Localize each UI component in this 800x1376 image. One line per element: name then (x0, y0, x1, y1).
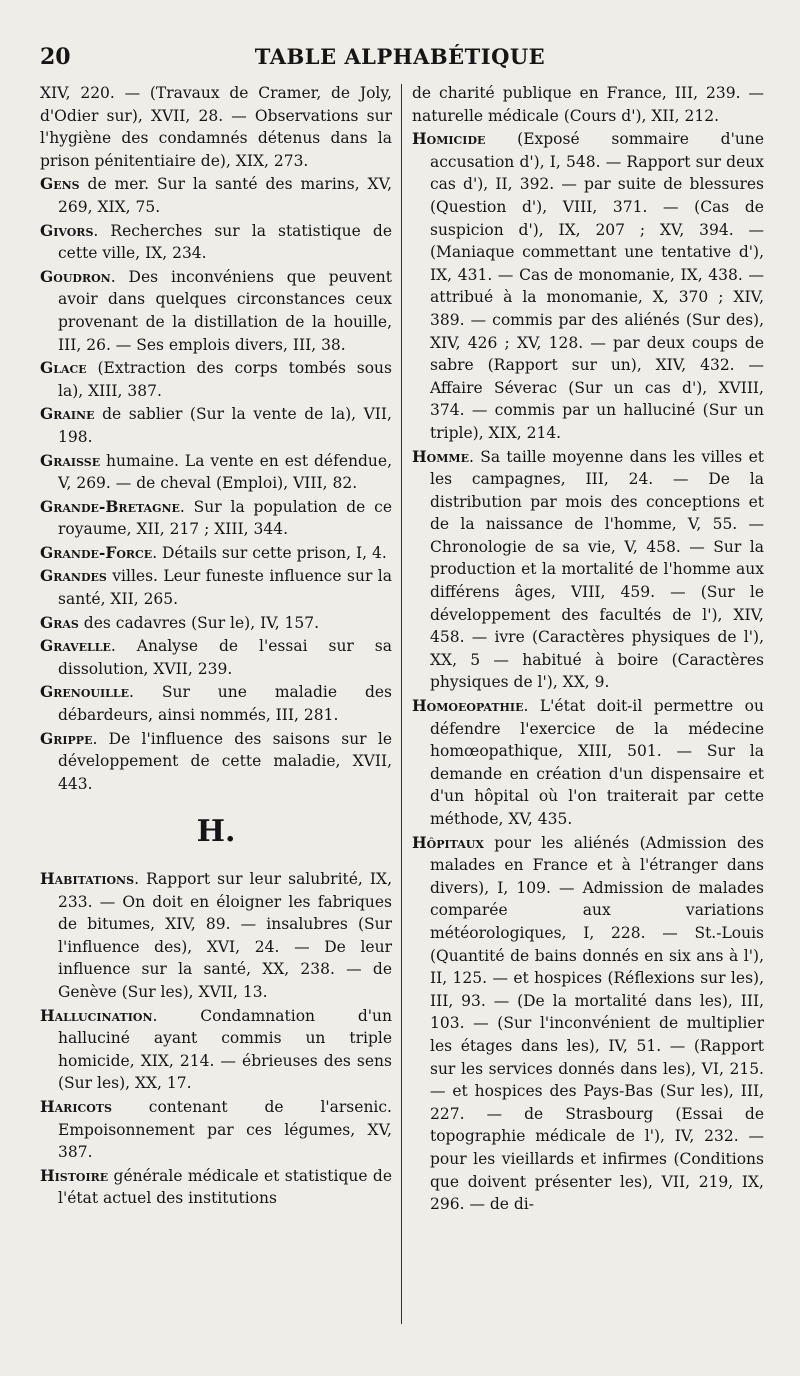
page-number: 20 (40, 44, 71, 70)
index-entry (40, 1165, 392, 1210)
index-entry (40, 565, 392, 610)
entry-headword: Homoeopathie (412, 696, 524, 716)
index-entry (40, 220, 392, 265)
entry-headword: Goudron (40, 266, 111, 286)
index-entry (40, 542, 392, 565)
index-entry (412, 446, 764, 695)
entry-text: (Exposé sommaire d'une accusation d'), I, 548. — Rapport sur deux cas d'), II, 392. — par suite de blessures (Question d'), VIII, 371. — (Cas de suspicion d'), IX, 207 ; XV, 394. — (Maniaque commettant une tentative d'), IX, 431. — Cas de monomanie, IX, 438. — attribué à la monomanie, X, 370 ; XIV, 389. — commis par des aliénés (Sur des), XIV, 426 ; XV, 128. — par deux coups de sabre (Rapport sur un), XIV, 432. — Affaire Séverac (Sur un cas d'), XVIII, 374. — commis par un halluciné (Sur un triple), XIX, 214. (430, 130, 764, 442)
index-entry (40, 868, 392, 1004)
entry-text: de mer. Sur la santé des marins, XV, 269, XIX, 75. (58, 175, 392, 216)
entry-text: humaine. La vente en est défendue, V, 269. — de cheval (Emploi), VIII, 82. (58, 451, 392, 493)
index-entry (40, 82, 392, 172)
index-entry (412, 128, 764, 444)
entry-text: . Rapport sur leur salubrité, IX, 233. — On doit en éloigner les fabriques de bitumes, XIV, 89. — insalubres (Sur l'influence des), XVI, 24. — De leur influence sur la santé, XX, 238. — de Genève (Sur les), XVII, 13. (58, 870, 392, 1001)
index-entry (40, 496, 392, 541)
entry-text: XIV, 220. — (Travaux de Cramer, de Joly, d'Odier sur), XVII, 28. — Observations sur l'hygiène des condamnés détenus dans la prison pénitentiaire de), XIX, 273. (40, 84, 392, 170)
entry-text: (Extraction des corps tombés sous la), XIII, 387. (58, 359, 392, 400)
entry-text: . Recherches sur la statistique de cette ville, IX, 234. (58, 221, 392, 263)
column-divider (401, 84, 402, 1324)
entry-headword: Grenouille (40, 682, 129, 702)
entry-text: . Sur la population de ce royaume, XII, 217 ; XIII, 344. (58, 497, 392, 539)
entry-headword: Histoire (40, 1165, 109, 1185)
index-entry (40, 1005, 392, 1095)
entry-text: . De l'influence des saisons sur le développement de cette maladie, XVII, 443. (58, 729, 392, 793)
entry-headword: Habitations (40, 869, 135, 888)
index-entry (412, 695, 764, 831)
index-entry (40, 357, 392, 402)
entry-text: . L'état doit-il permettre ou défendre l'exercice de la médecine homœopathique, XIII, 501. — Sur la demande en création d'un dispensaire et d'un hôpital où l'on traiterait par cette méthode, XV, 435. (430, 697, 764, 828)
index-entry (40, 173, 392, 218)
entry-headword: Graisse (40, 450, 101, 470)
index-entry (40, 403, 392, 448)
right-column (412, 82, 764, 1362)
entry-headword: Grandes (40, 566, 107, 586)
entry-headword: Grande-Bretagne (40, 496, 180, 516)
entry-text: . Des inconvéniens que peuvent avoir dans quelques circonstances ceux provenant de la distillation de la houille, III, 26. — Ses emplois divers, III, 38. (58, 267, 392, 354)
entry-headword: Hôpitaux (412, 832, 484, 852)
entry-text: de sablier (Sur la vente de la), VII, 198. (58, 405, 392, 446)
entry-headword: Graine (40, 404, 95, 424)
index-entry (40, 266, 392, 356)
index-entry (40, 612, 392, 635)
running-title: TABLE ALPHABÉTIQUE (254, 44, 546, 69)
entry-headword: Hallucination (40, 1005, 153, 1025)
entry-headword: Gras (40, 612, 79, 632)
index-entry (40, 681, 392, 726)
entry-text: . Analyse de l'essai sur sa dissolution, XVII, 239. (58, 637, 392, 678)
entry-headword: Homme (412, 446, 469, 466)
entry-text: de charité publique en France, III, 239. — naturelle médicale (Cours d'), XII, 212. (412, 84, 764, 125)
entry-text: pour les aliénés (Admission des malades en France et à l'étranger dans divers), I, 109. — Admission de malades comparée aux variations météorologiques, I, 228. — St.-Louis (Quantité de bains donnés en six ans à l'), II, 125. — et hospices (Réflexions sur les), III, 93. — (De la mortalité dans les), III, 103. — (Sur l'inconvénient de multiplier les étages dans les), IV, 51. — (Rapport sur les services donnés dans les), VI, 215. — et hospices des Pays-Bas (Sur les), III, 227. — de Strasbourg (Essai de topographie médicale de l'), IV, 232. — pour les vieillards et infirmes (Conditions que doivent présenter les), VII, 219, IX, 296. — de di- (430, 833, 764, 1214)
entry-text: . Condamnation d'un halluciné ayant commis un triple homicide, XIX, 214. — ébrieuses des sens (Sur les), XX, 17. (58, 1006, 392, 1093)
index-entry (40, 635, 392, 680)
entry-text: des cadavres (Sur le), IV, 157. (78, 613, 320, 632)
entry-text: . Sa taille moyenne dans les villes et les campagnes, III, 24. — De la distribution par mois des conceptions et de la naissance de l'homme, V, 55. — Chronologie de sa vie, V, 458. — Sur la production et la mortalité de l'homme aux différens âges, VIII, 459. — (Sur le développement des facultés de l'), XIV, 458. — ivre (Caractères physiques de l'), XX, 5 — habitué à boire (Caractères physiques de l'), XX, 9. (430, 447, 764, 692)
entry-headword: Givors (40, 220, 94, 240)
entry-headword: Gens (40, 174, 80, 194)
entry-headword: Glace (40, 358, 87, 378)
entry-headword: Grande-Force (40, 542, 153, 562)
section-letter: H. (196, 814, 236, 850)
page-header (0, 38, 800, 78)
entry-text: contenant de l'arsenic. Empoisonnement par ces légumes, XV, 387. (58, 1097, 392, 1162)
entry-text: générale médicale et statistique de l'état actuel des institutions (58, 1166, 392, 1208)
entry-headword: Haricots (40, 1096, 112, 1116)
entry-text: . Détails sur cette prison, I, 4. (152, 543, 387, 562)
index-entry (412, 832, 764, 1216)
index-entry (40, 728, 392, 796)
entry-text: . Sur une maladie des débardeurs, ainsi nommés, III, 281. (58, 683, 392, 725)
index-entry (40, 1096, 392, 1164)
index-entry (40, 450, 392, 495)
entry-headword: Homicide (412, 129, 486, 149)
entry-headword: Gravelle (40, 636, 111, 656)
index-entry (412, 82, 764, 127)
entry-headword: Grippe (40, 728, 93, 748)
entry-text: villes. Leur funeste influence sur la santé, XII, 265. (58, 567, 392, 609)
left-column (40, 82, 392, 1362)
